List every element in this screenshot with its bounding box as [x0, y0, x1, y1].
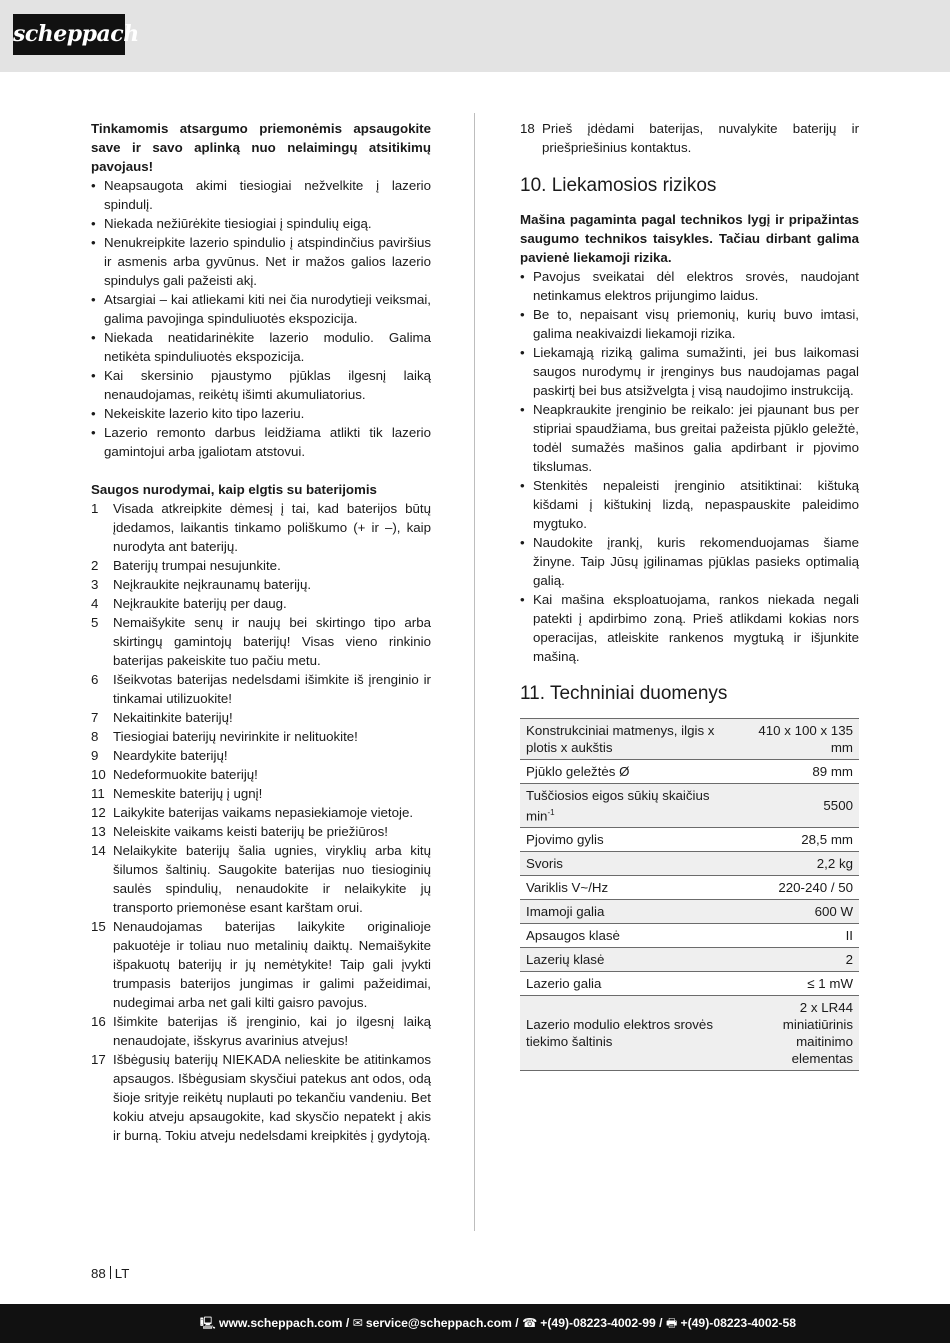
item-text: Kai mašina eksploatuojama, rankos niekada negali patekti į apdirbimo zoną. Prieš atlikdami kokias nors operacijas, atleiskite rankenos mygtuką ir išjunkite mašiną.: [533, 592, 859, 664]
bullet-icon: •: [91, 178, 96, 193]
item-text: Laikykite baterijas vaikams nepasiekiamoje vietoje.: [113, 805, 414, 820]
list-item: [91, 575, 431, 594]
spec-label-text: Lazerio galia: [526, 976, 602, 992]
spec-label-text: Variklis V~/Hz: [526, 880, 609, 896]
bullet-icon: •: [91, 216, 96, 231]
item-text: Neapkraukite įrenginio be reikalo: jei pjaunant bus per stipriai spaudžiama, bus greitai pažeista pjūklo geležtė, todėl sumažės mašinos galia apdirbant ir pjovimo tikslumas.: [533, 402, 859, 474]
list-item: [91, 784, 431, 803]
list-item: [91, 1012, 431, 1050]
item-text: Tiesiogiai baterijų nevirinkite ir nelituokite!: [113, 729, 358, 744]
item-text: Neįkraukite neįkraunamų baterijų.: [113, 577, 312, 592]
item-number: 5: [91, 615, 99, 630]
left-column: [91, 119, 431, 1145]
table-row: [520, 924, 859, 948]
section-title: Techniniai duomenys: [549, 683, 728, 704]
spec-label: [520, 948, 727, 972]
page-number: [91, 1265, 129, 1282]
residual-risks-intro: Mašina pagaminta pagal technikos lygį ir pripažintas saugumo technikos taisykles. Tačiau dirbant galima pavienė liekamoji rizika.: [520, 212, 859, 265]
item-number: 3: [91, 577, 99, 592]
item-text: Naudokite įrankį, kuris rekomenduojamas šiame žinyne. Taip Jūsų įgilinamas pjūklas pasieks optimalią galią.: [533, 535, 859, 588]
laser-safety-intro: Tinkamomis atsargumo priemonėmis apsaugokite save ir savo aplinką nuo nelaimingų atsitikimų pavojaus!: [91, 121, 431, 174]
item-number: 2: [91, 558, 99, 573]
table-row: [520, 784, 859, 828]
battery-safety-list: [91, 499, 431, 1145]
list-item: [91, 1050, 431, 1145]
section-title: Liekamosios rizikos: [551, 175, 717, 196]
footer-website-link[interactable]: www.scheppach.com: [218, 1316, 343, 1330]
spec-label: [520, 996, 727, 1071]
bullet-icon: •: [520, 478, 525, 493]
spec-label: [520, 760, 727, 784]
footer-email-link[interactable]: service@scheppach.com: [365, 1316, 512, 1330]
item-text: Išbėgusių baterijų NIEKADA nelieskite be atitinkamos apsaugos. Išbėgusiam skysčiui patekus ant odos, odą šioje srityje reikėtų nuplauti po tekančiu vandeniu. Bet kokiu atveju apsaugokite, kad skysčio nepatekt į akis ir burną. Tokiu atveju nedelsdami kreipkitės į gydytoją.: [113, 1052, 431, 1143]
list-item: [520, 305, 859, 343]
residual-risks-list: [520, 267, 859, 666]
spec-label-superscript: -1: [547, 808, 555, 817]
item-number: 6: [91, 672, 99, 687]
list-item: [91, 556, 431, 575]
bullet-icon: •: [91, 425, 96, 440]
item-text: Nekaitinkite baterijų!: [113, 710, 233, 725]
list-item: [91, 176, 431, 214]
item-text: Išimkite baterijas iš įrenginio, kai jo ilgesnį laiką nenaudojate, išskyrus avarinius atvejus!: [113, 1014, 431, 1048]
list-item: [91, 328, 431, 366]
item-number: 7: [91, 710, 99, 725]
list-item: [91, 917, 431, 1012]
spec-value: 2 x LR44 miniatiūrinis maitinimo elementas: [782, 1000, 853, 1067]
scheppach-logo: scheppach: [13, 14, 125, 55]
spec-label-text: Lazerio modulio elektros srovės tiekimo šaltinis: [526, 1017, 713, 1050]
spec-value: 5500: [823, 798, 853, 814]
spec-value: 2: [845, 952, 853, 968]
list-item: [91, 214, 431, 233]
spec-label-text: Imamoji galia: [526, 904, 605, 920]
table-row: [520, 760, 859, 784]
list-item: [91, 499, 431, 556]
spec-label: [520, 719, 727, 760]
list-item: [91, 746, 431, 765]
item-number: 14: [91, 843, 106, 858]
item-number: 9: [91, 748, 99, 763]
item-number: 10: [91, 767, 106, 782]
spec-label-text: Svoris: [526, 856, 563, 872]
item-text: Nekeiskite lazerio kito tipo lazeriu.: [104, 406, 305, 421]
list-item: [91, 594, 431, 613]
list-item: [91, 290, 431, 328]
bullet-icon: •: [91, 406, 96, 421]
phone-icon: ☎: [522, 1316, 538, 1330]
item-text: Liekamąją riziką galima sumažinti, jei bus laikomasi saugos nurodymų ir įrenginys bus naudojamas pagal paskirtį bei bus atsižvelgta į visą naudojimo instrukciją.: [533, 345, 859, 398]
spec-label: [520, 876, 727, 900]
table-row: [520, 972, 859, 996]
item-text: Visada atkreipkite dėmesį į tai, kad baterijos būtų įdedamos, laikantis tinkamo poliškumo (+ ir –), kaip nurodyta ant baterijų.: [113, 501, 431, 554]
battery-safety-list-continued: [520, 119, 859, 157]
list-item: [91, 822, 431, 841]
spec-value: 89 mm: [812, 764, 853, 779]
item-text: Be to, nepaisant visų priemonių, kurių buvo imtasi, galima neakivaizdi liekamoji rizika.: [533, 307, 859, 341]
item-text: Neleiskite vaikams keisti baterijų be priežiūros!: [113, 824, 388, 839]
table-row: [520, 900, 859, 924]
item-text: Atsargiai – kai atliekami kiti nei čia nurodytieji veiksmai, galima pavojinga spinduliuotės ekspozicija.: [104, 292, 431, 326]
item-number: 12: [91, 805, 106, 820]
mail-icon: ✉: [352, 1316, 363, 1330]
spec-label: [520, 784, 727, 828]
fax-icon: 🖶: [665, 1316, 678, 1330]
bullet-icon: •: [91, 235, 96, 250]
spec-value: 28,5 mm: [801, 832, 853, 848]
footer-band: [0, 1304, 950, 1343]
footer-phone: +(49)-08223-4002-99: [540, 1316, 656, 1330]
table-row: [520, 719, 859, 760]
section-10-heading: [520, 174, 859, 198]
spec-label: [520, 852, 727, 876]
list-item: [91, 233, 431, 290]
list-item: [91, 765, 431, 784]
list-item: [91, 841, 431, 917]
item-text: Nenaudojamas baterijas laikykite originalioje pakuotėje ir toliau nuo metalinių daiktų. Nemaišykite išpakuotų baterijų ir jų nemėtykite! Taip gali įvykti trumpasis baterijos jungimas ir galimi pažeidimai, nudegimai arba net gali kilti gaisro pavojus.: [113, 919, 431, 1010]
table-row: [520, 996, 859, 1071]
bullet-icon: •: [91, 292, 96, 307]
bullet-icon: •: [520, 535, 525, 550]
item-text: Neįkraukite baterijų per daug.: [113, 596, 287, 611]
item-number: 1: [91, 501, 99, 516]
page-number-value: 88: [91, 1266, 106, 1281]
item-text: Lazerio remonto darbus leidžiama atlikti tik lazerio gamintojui arba įgaliotam atstovui.: [104, 425, 431, 459]
bullet-icon: •: [520, 307, 525, 322]
list-item: [520, 590, 859, 666]
spec-value: ≤ 1 mW: [807, 976, 853, 992]
spec-label-text: Apsaugos klasė: [526, 928, 620, 944]
item-number: 17: [91, 1052, 106, 1067]
item-text: Nelaikykite baterijų šalia ugnies, viryklių arba kitų šilumos šaltinių. Saugokite baterijas nuo tiesioginių saulės spindulių, nenaudokite ir nelaikykite jų transporto priemonėse esant karštam orui.: [113, 843, 431, 915]
item-text: Niekada nežiūrėkite tiesiogiai į spindulių eigą.: [104, 216, 372, 231]
footer-fax: +(49)-08223-4002-58: [680, 1316, 796, 1330]
spec-label: [520, 900, 727, 924]
section-number: 11.: [520, 683, 546, 704]
footer-separator: /: [659, 1316, 663, 1330]
footer-contacts: [200, 1304, 796, 1343]
item-text: Nemeskite baterijų į ugnį!: [113, 786, 263, 801]
spec-value: II: [845, 928, 853, 944]
spec-label: [520, 924, 727, 948]
spec-label-text: Konstrukciniai matmenys, ilgis x plotis x aukštis: [526, 723, 715, 755]
bullet-icon: •: [91, 368, 96, 383]
list-item: [520, 343, 859, 400]
technical-data-table: [520, 718, 859, 1071]
section-11-heading: [520, 682, 859, 706]
spec-value: 410 x 100 x 135 mm: [758, 723, 853, 755]
spec-label-text: Pjūklo geležtės Ø: [526, 764, 630, 779]
spec-value: 600 W: [814, 904, 853, 920]
right-column: [520, 119, 859, 1071]
bullet-icon: •: [520, 345, 525, 360]
item-number: 16: [91, 1014, 106, 1029]
spec-label: [520, 972, 727, 996]
language-code: LT: [114, 1266, 130, 1281]
list-item: [520, 476, 859, 533]
bullet-icon: •: [520, 402, 525, 417]
item-text: Nenukreipkite lazerio spindulio į atspindinčius paviršius ir asmenis arba gyvūnus. Net ir mažos galios lazerio spindulys gali pažeisti akį.: [104, 235, 431, 288]
header-band: [0, 0, 950, 72]
item-text: Išeikvotas baterijas nedelsdami išimkite iš įrenginio ir tinkamai utilizuokite!: [113, 672, 431, 706]
footer-separator: /: [515, 1316, 519, 1330]
item-text: Prieš įdėdami baterijas, nuvalykite baterijų ir priešpriešinius kontaktus.: [542, 121, 859, 155]
spec-label-text: Pjovimo gylis: [526, 832, 604, 848]
item-text: Pavojus sveikatai dėl elektros srovės, naudojant netinkamus elektros prijungimo laidus.: [533, 269, 859, 303]
list-item: [91, 727, 431, 746]
laser-safety-list: [91, 176, 431, 461]
table-row: [520, 828, 859, 852]
spec-label-text: Lazerių klasė: [526, 952, 605, 968]
spec-label: [520, 828, 727, 852]
item-text: Niekada neatidarinėkite lazerio modulio. Galima netikėta spinduliuotės ekspozicija.: [104, 330, 431, 364]
item-text: Kai skersinio pjaustymo pjūklas ilgesnį laiką nenaudojamas, reikėtų išimti akumuliatorius.: [104, 368, 431, 402]
table-row: [520, 876, 859, 900]
footer-separator: /: [345, 1316, 350, 1330]
bullet-icon: •: [520, 269, 525, 284]
list-item: [520, 533, 859, 590]
list-item: [91, 423, 431, 461]
column-divider: [474, 113, 475, 1231]
item-text: Neardykite baterijų!: [113, 748, 228, 763]
item-text: Nemaišykite senų ir naujų bei skirtingo tipo arba skirtingų gamintojų baterijų! Visas vieno rinkinio baterijas pakeiskite tuo pačiu metu.: [113, 615, 431, 668]
section-number: 10.: [520, 175, 547, 196]
spec-label-text: Tuščiosios eigos sūkių skaičius min: [526, 788, 710, 824]
bullet-icon: •: [520, 592, 525, 607]
battery-safety-title: Saugos nurodymai, kaip elgtis su baterijomis: [91, 482, 377, 497]
item-number: 15: [91, 919, 106, 934]
list-item: [91, 803, 431, 822]
item-text: Nedeformuokite baterijų!: [113, 767, 258, 782]
spec-value: 2,2 kg: [816, 856, 853, 872]
list-item: [91, 670, 431, 708]
list-item: [91, 404, 431, 423]
item-number: 18: [520, 121, 535, 136]
list-item: [91, 613, 431, 670]
item-number: 13: [91, 824, 106, 839]
table-row: [520, 948, 859, 972]
page-number-separator: [110, 1266, 111, 1279]
list-item: [91, 366, 431, 404]
list-item: [520, 400, 859, 476]
computer-icon: 🖳: [199, 1316, 216, 1330]
spec-value: 220-240 / 50: [778, 880, 853, 896]
table-row: [520, 852, 859, 876]
item-number: 8: [91, 729, 99, 744]
item-text: Neapsaugota akimi tiesiogiai nežvelkite į lazerio spindulį.: [104, 178, 431, 212]
list-item: [520, 119, 859, 157]
item-text: Stenkitės nepaleisti įrenginio atsitiktinai: kištuką kišdami į kištukinį lizdą, nepaspauskite paleidimo mygtuko.: [533, 478, 859, 531]
list-item: [91, 708, 431, 727]
item-number: 4: [91, 596, 99, 611]
item-number: 11: [91, 786, 105, 801]
bullet-icon: •: [91, 330, 96, 345]
item-text: Baterijų trumpai nesujunkite.: [113, 558, 281, 573]
list-item: [520, 267, 859, 305]
